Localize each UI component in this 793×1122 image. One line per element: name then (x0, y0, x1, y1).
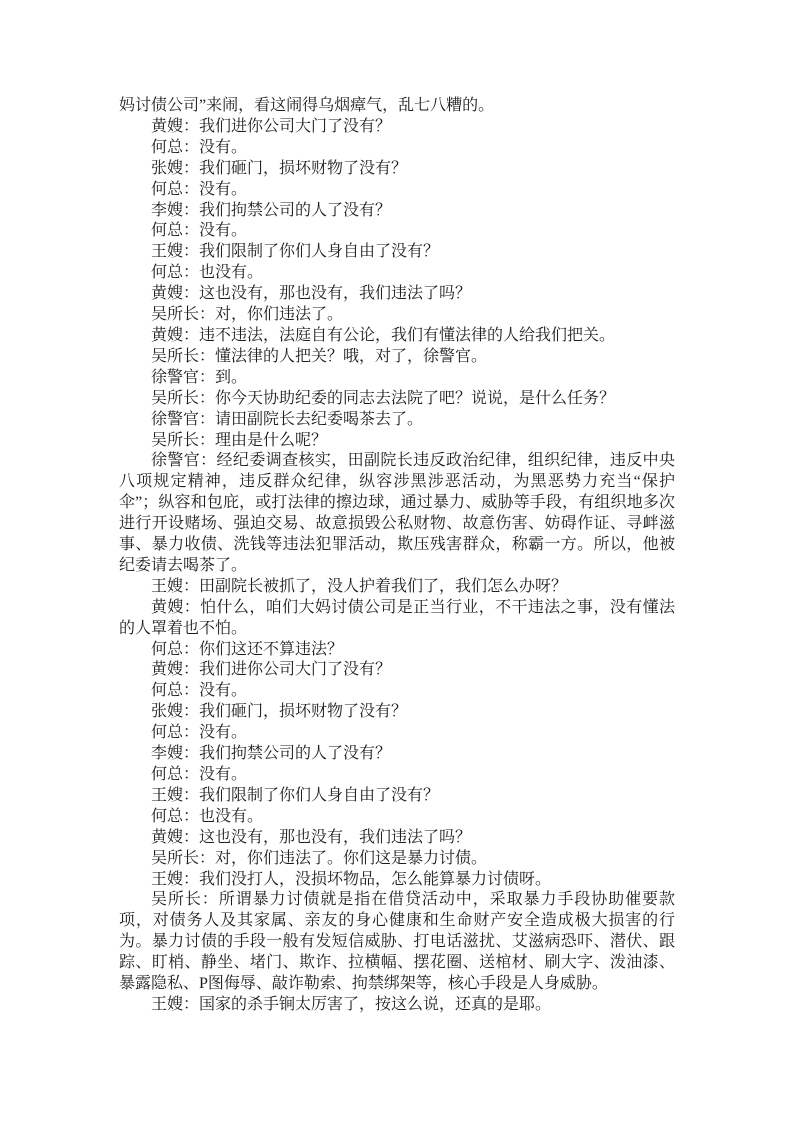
dialogue-paragraph: 何总：没有。 (151, 766, 248, 783)
dialogue-paragraph: 王嫂：田副院长被抓了，没人护着我们了，我们怎么办呀？ (151, 577, 568, 595)
dialogue-paragraph: 张嫂：我们砸门，损坏财物了没有？ (151, 159, 408, 177)
dialogue-paragraph: 吴所长：理由是什么呢？ (151, 431, 328, 449)
dialogue-paragraph: 何总：没有。 (151, 180, 248, 198)
dialogue-paragraph: 王嫂：我们没打人，没损坏物品，怎么能算暴力讨债呀。 (151, 870, 552, 888)
dialogue-paragraph: 吴所长：对，你们违法了。 (151, 306, 344, 324)
dialogue-paragraph: 徐警官：到。 (151, 368, 248, 386)
dialogue-paragraph: 妈讨债公司”来闹，看这闹得乌烟瘴气，乱七八糟的。 (119, 97, 495, 114)
dialogue-paragraph: 王嫂：我们限制了你们人身自由了没有？ (151, 243, 440, 261)
dialogue-paragraph: 黄嫂：我们进你公司大门了没有？ (151, 117, 392, 135)
dialogue-paragraph: 何总：没有。 (151, 724, 248, 742)
dialogue-paragraph: 王嫂：国家的杀手锏太厉害了，按这么说，还真的是耶。 (151, 995, 552, 1013)
dialogue-paragraph: 王嫂：我们限制了你们人身自由了没有？ (151, 786, 440, 804)
script-text-block (119, 96, 675, 1016)
dialogue-paragraph: 李嫂：我们拘禁公司的人了没有？ (151, 745, 392, 763)
dialogue-paragraph: 何总：没有。 (151, 138, 248, 156)
dialogue-paragraph: 徐警官：经纪委调查核实，田副院长违反政治纪律，组织纪律，违反中央八项规定精神，违反群众纪律，纵容涉黑涉恶活动，为黑恶势力充当“保护伞”；纵容和包庇，或打法律的擦边球，通过暴力、威胁等手段，有组织地多次进行开设赌场、强迫交易、故意损毁公私财物、故意伤害、妨碍作证、寻衅滋事、暴力收债、洗钱等违法犯罪活动，欺压残害群众，称霸一方。所以，他被纪委请去喝茶了。 (119, 452, 675, 574)
dialogue-paragraph: 吴所长：对，你们违法了。你们这是暴力讨债。 (151, 849, 488, 867)
dialogue-paragraph: 何总：没有。 (151, 222, 248, 240)
dialogue-paragraph: 吴所长：懂法律的人把关？哦，对了，徐警官。 (151, 347, 488, 365)
dialogue-paragraph: 何总：没有。 (151, 682, 248, 700)
dialogue-paragraph: 吴所长：所谓暴力讨债就是指在借贷活动中，采取暴力手段协助催要款项，对债务人及其家属、亲友的身心健康和生命财产安全造成极大损害的行为。暴力讨债的手段一般有发短信威胁、打电话滋扰、艾滋病恐吓、潜伏、跟踪、盯梢、静坐、堵门、欺诈、拉横幅、摆花圈、送棺材、刷大字、泼油漆、暴露隐私、P图侮辱、敲诈勒索、拘禁绑架等，核心手段是人身威胁。 (119, 891, 675, 993)
dialogue-paragraph: 黄嫂：这也没有，那也没有，我们违法了吗？ (151, 828, 472, 846)
dialogue-paragraph: 李嫂：我们拘禁公司的人了没有？ (151, 201, 392, 219)
dialogue-paragraph: 徐警官：请田副院长去纪委喝茶去了。 (151, 410, 424, 428)
dialogue-paragraph: 何总：也没有。 (151, 807, 264, 825)
dialogue-paragraph: 何总：也没有。 (151, 264, 264, 282)
dialogue-paragraph: 黄嫂：怕什么，咱们大妈讨债公司是正当行业，不干违法之事，没有懂法的人罩着也不怕。 (119, 598, 675, 637)
dialogue-paragraph: 黄嫂：违不违法，法庭自有公论，我们有懂法律的人给我们把关。 (151, 326, 616, 344)
dialogue-paragraph: 黄嫂：这也没有，那也没有，我们违法了吗？ (151, 285, 472, 303)
dialogue-paragraph: 何总：你们这还不算违法？ (151, 640, 344, 658)
dialogue-paragraph: 吴所长：你今天协助纪委的同志去法院了吧？说说，是什么任务？ (151, 389, 616, 407)
dialogue-paragraph: 张嫂：我们砸门，损坏财物了没有？ (151, 703, 408, 721)
dialogue-paragraph: 黄嫂：我们进你公司大门了没有？ (151, 661, 392, 679)
